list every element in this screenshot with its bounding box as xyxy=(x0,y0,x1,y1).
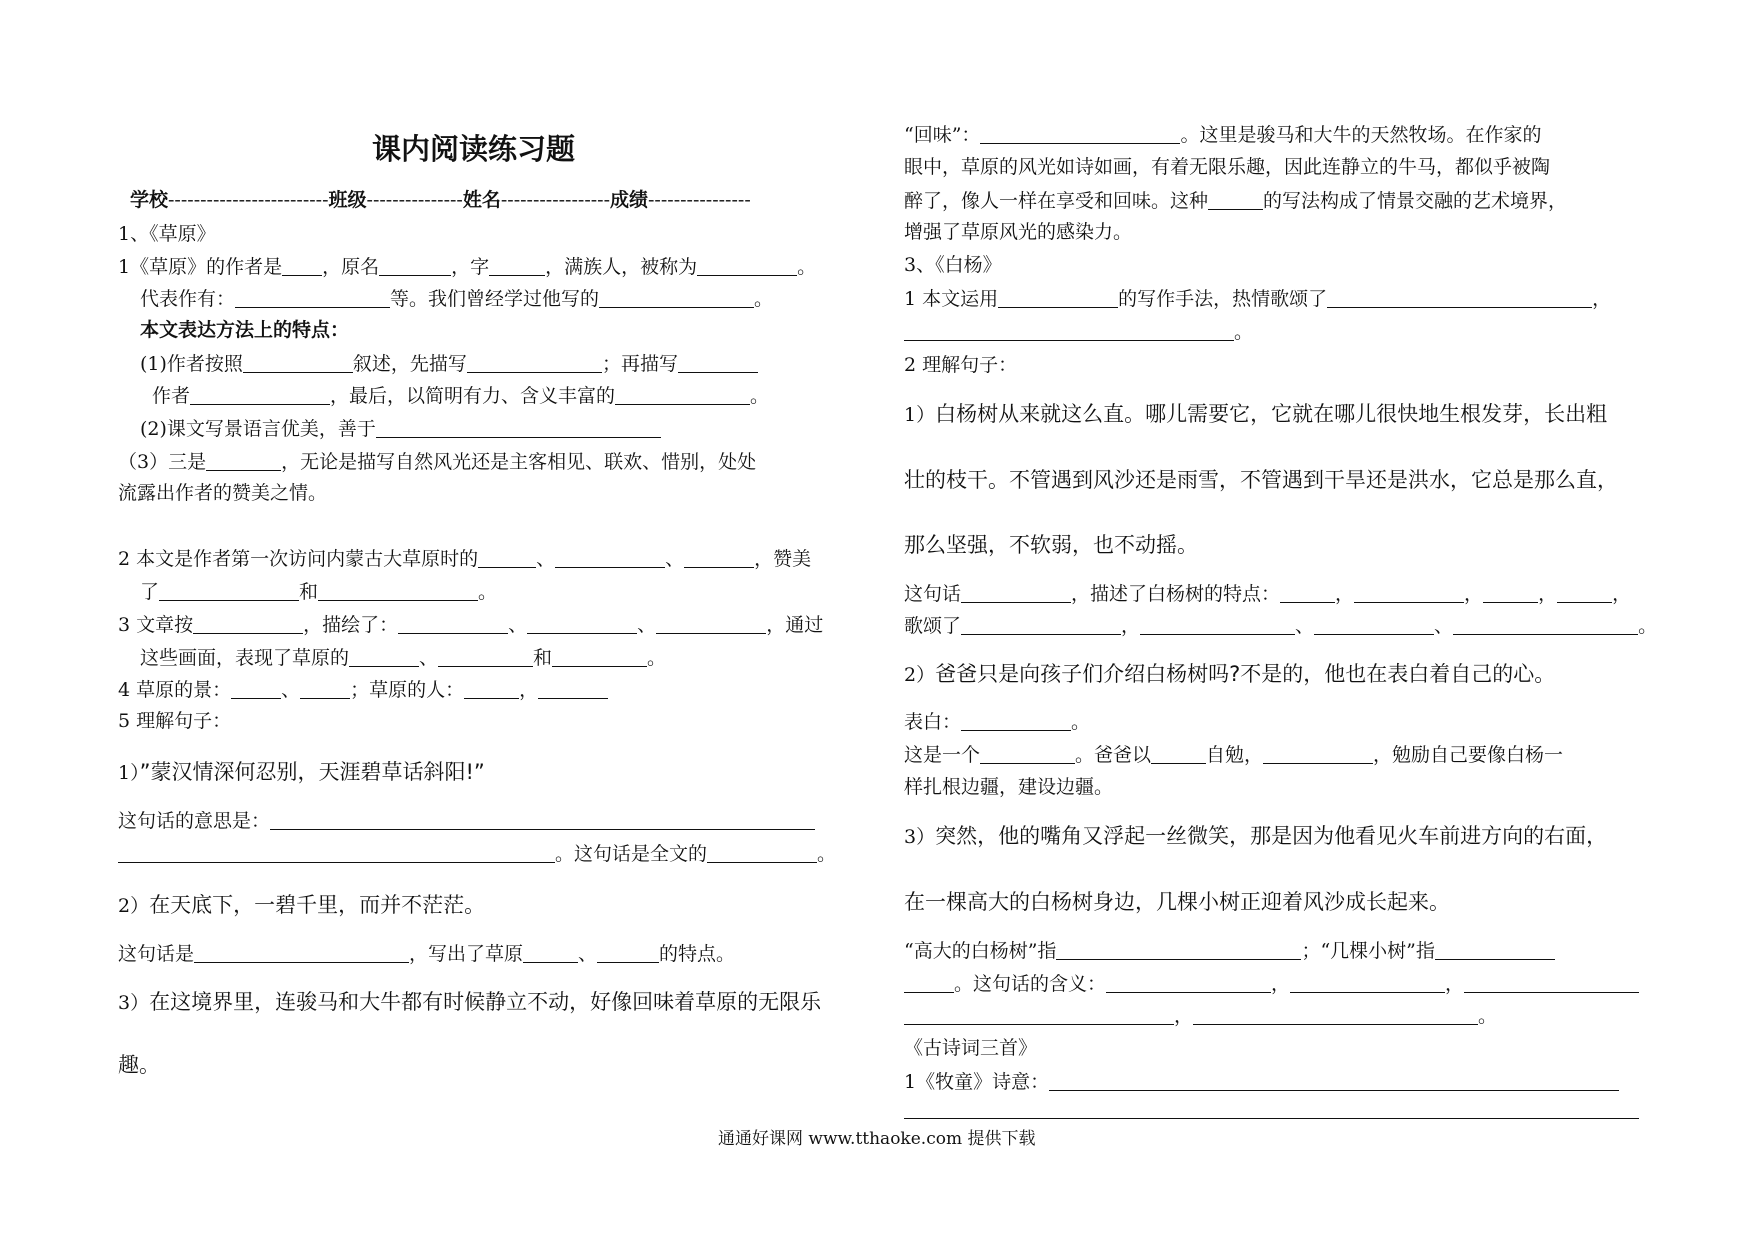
blank-s1-meaning-cont[interactable] xyxy=(118,843,555,863)
text: 的特点。 xyxy=(659,943,736,965)
text: 、 xyxy=(508,614,528,636)
text: 这是一个 xyxy=(904,744,981,766)
baiyang-s3-answer xyxy=(904,940,1555,963)
right-line-4: 增强了草原风光的感染力。 xyxy=(904,221,1133,243)
blank-q2-praise-2[interactable] xyxy=(318,581,478,601)
question-3 xyxy=(118,614,823,637)
text: 1《牧童》诗意： xyxy=(904,1071,1050,1093)
text: 3 文章按 xyxy=(118,614,194,636)
text: ，无论是描写自然风光还是主客相见、联欢、惜别，处处 xyxy=(281,451,757,473)
header-fields xyxy=(130,190,751,212)
blank-b1-method[interactable] xyxy=(998,288,1118,308)
baiyang-s2-answer xyxy=(904,711,1090,734)
text: ， xyxy=(1538,583,1558,605)
blank-q2-praise-1[interactable] xyxy=(159,581,299,601)
question-3-cont xyxy=(140,647,666,670)
text: ，字 xyxy=(451,256,490,278)
blank-bs1-praise-3[interactable] xyxy=(1314,615,1434,635)
sentence-1-answer xyxy=(118,810,815,833)
text: 、 xyxy=(1434,615,1454,637)
blank-title[interactable] xyxy=(697,256,797,276)
blank-bs3-small-trees[interactable] xyxy=(1435,940,1555,960)
text: 这些画面，表现了草原的 xyxy=(140,647,350,669)
blank-b1-praise-cont[interactable] xyxy=(904,321,1234,341)
page-title: 课内阅读练习题 xyxy=(372,132,576,166)
text: 、 xyxy=(281,679,301,701)
sentence-3-cont: 趣。 xyxy=(118,1053,160,1077)
text: 。 xyxy=(750,385,770,407)
baiyang-q1 xyxy=(904,288,1611,311)
baiyang-sentence-1-line2: 壮的枝干。不管遇到风沙还是雨雪，不管遇到干旱还是洪水，它总是那么直， xyxy=(904,468,1618,492)
text: 。 xyxy=(478,581,498,603)
blank-bs1-trait-1[interactable] xyxy=(1280,583,1335,603)
blank-bs3-meaning-1[interactable] xyxy=(1106,973,1271,993)
blank-bs3-big-tree[interactable] xyxy=(1056,940,1301,960)
blank-q3-scene-1[interactable] xyxy=(398,614,508,634)
blank-q3-order[interactable] xyxy=(193,614,303,634)
score-label: 成绩 xyxy=(610,189,649,211)
blank-b1-praise[interactable] xyxy=(1327,288,1592,308)
text: 2） xyxy=(904,664,936,686)
text: 。 xyxy=(1071,711,1091,733)
features-title: 本文表达方法上的特点： xyxy=(140,319,350,341)
blank-s2-feature-2[interactable] xyxy=(597,943,659,963)
text: 1 本文运用 xyxy=(904,288,999,310)
school-label: 学校 xyxy=(130,189,169,211)
text: “回味”： xyxy=(904,124,981,146)
text: 1《草原》的作者是 xyxy=(118,256,283,278)
feature-3 xyxy=(118,451,756,474)
text: 了 xyxy=(140,581,160,603)
blank-then-describe[interactable] xyxy=(678,353,758,373)
question-4 xyxy=(118,679,608,702)
class-label: 班级 xyxy=(328,189,367,211)
text: 。 xyxy=(647,647,667,669)
name-dashes: ----------------- xyxy=(500,189,610,211)
quote: 在这境界里，连骏马和大牛都有时候静立不动，好像回味着草原的无限乐 xyxy=(149,990,822,1014)
blank-first-describe[interactable] xyxy=(467,353,602,373)
text: 和 xyxy=(533,647,553,669)
text: 。 xyxy=(1478,1005,1498,1027)
blank-bs2-type[interactable] xyxy=(980,744,1075,764)
text: ，通过 xyxy=(766,614,824,636)
text: ，最后，以简明有力、含义丰富的 xyxy=(330,385,616,407)
blank-bs2-confess[interactable] xyxy=(961,711,1071,731)
text: 。这里是骏马和大牛的天然牧场。在作家的 xyxy=(1180,124,1542,146)
feature-1 xyxy=(140,353,758,376)
blank-bs3-cont[interactable] xyxy=(904,973,954,993)
right-line-3 xyxy=(904,190,1567,213)
blank-s2-feature-1[interactable] xyxy=(523,943,578,963)
text: 自勉， xyxy=(1206,744,1264,766)
blank-s2-type[interactable] xyxy=(194,943,409,963)
text: 、 xyxy=(419,647,439,669)
baiyang-sentence-2 xyxy=(904,662,1555,687)
text: ，写出了草原 xyxy=(409,943,524,965)
text: 、 xyxy=(1295,615,1315,637)
text: 3） xyxy=(118,992,150,1014)
text: ， xyxy=(1464,583,1484,605)
blank-author[interactable] xyxy=(282,256,322,276)
text: 这句话的意思是： xyxy=(118,810,271,832)
text: 、 xyxy=(637,614,657,636)
sentence-2-answer xyxy=(118,943,735,966)
text: ，原名 xyxy=(322,256,380,278)
blank-q2-3[interactable] xyxy=(684,548,754,568)
blank-narration-order[interactable] xyxy=(243,353,353,373)
text: 1） xyxy=(904,404,936,426)
text: (2)课文写景语言优美，善于 xyxy=(140,418,376,440)
blank-bs3-meaning-4[interactable] xyxy=(904,1005,1174,1025)
blank-poem1-meaning[interactable] xyxy=(1049,1071,1619,1091)
text: ，描绘了： xyxy=(303,614,399,636)
section-heading-baiyang: 3、《白杨》 xyxy=(904,254,1002,276)
feature-3-cont: 流露出作者的赞美之情。 xyxy=(118,482,328,504)
sentence-1 xyxy=(118,760,485,785)
blank-q4-scene-1[interactable] xyxy=(231,679,281,699)
text: 等。我们曾经学过他写的 xyxy=(390,288,600,310)
text: ， xyxy=(1612,583,1632,605)
feature-1-cont xyxy=(152,385,769,408)
text: 1） xyxy=(118,762,140,784)
text: ，满族人，被称为 xyxy=(545,256,698,278)
text: 的写法构成了情景交融的艺术境界， xyxy=(1263,190,1568,212)
school-dashes: ------------------------- xyxy=(168,189,329,211)
text: ；再描写 xyxy=(601,353,678,375)
text: 。 xyxy=(817,843,837,865)
text: 、 xyxy=(536,548,556,570)
blank-bs1-role[interactable] xyxy=(961,583,1071,603)
blank-bs1-praise-4[interactable] xyxy=(1453,615,1638,635)
blank-courtesy-name[interactable] xyxy=(489,256,545,276)
text: 和 xyxy=(299,581,319,603)
baiyang-sentence-1-line3: 那么坚强，不软弱，也不动摇。 xyxy=(904,533,1198,557)
baiyang-q1-cont xyxy=(904,321,1253,344)
text: （3）三是 xyxy=(118,451,207,473)
quote: 在天底下，一碧千里，而并不茫茫。 xyxy=(149,893,486,917)
footer-credit: 通通好课网 www.tthaoke.com 提供下载 xyxy=(718,1129,1036,1149)
blank-bs2-encourage[interactable] xyxy=(1263,744,1373,764)
right-line-2: 眼中，草原的风光如诗如画，有着无限乐趣，因此连静立的牛马，都似乎被陶 xyxy=(904,156,1551,178)
blank-works[interactable] xyxy=(235,288,390,308)
sentence-2 xyxy=(118,893,485,918)
question-2 xyxy=(118,548,811,571)
class-dashes: --------------- xyxy=(366,189,463,211)
text: 。 xyxy=(754,288,774,310)
text: 4 草原的景： xyxy=(118,679,232,701)
blank-studied-work[interactable] xyxy=(599,288,754,308)
baiyang-sentence-3 xyxy=(904,824,1607,849)
text: 。 xyxy=(797,256,817,278)
blank-q3-feature-1[interactable] xyxy=(349,647,419,667)
baiyang-s3-answer-2 xyxy=(904,973,1639,996)
blank-bs1-trait-3[interactable] xyxy=(1483,583,1538,603)
blank-q3-scene-2[interactable] xyxy=(527,614,637,634)
text: 的写作手法，热情歌颂了 xyxy=(1118,288,1328,310)
poem-q1 xyxy=(904,1071,1619,1094)
text: ；“几棵小树”指 xyxy=(1301,940,1435,962)
baiyang-s1-answer-2 xyxy=(904,615,1657,638)
blank-s1-meaning[interactable] xyxy=(270,810,815,830)
blank-ending[interactable] xyxy=(615,385,750,405)
text: (1)作者按照 xyxy=(140,353,243,375)
blank-bs1-praise-2[interactable] xyxy=(1140,615,1295,635)
blank-q3-feature-3[interactable] xyxy=(552,647,647,667)
baiyang-s3-answer-3 xyxy=(904,1005,1497,1028)
baiyang-sentence-3-line2: 在一棵高大的白杨树身边，几棵小树正迎着风沙成长起来。 xyxy=(904,890,1450,914)
blank-q2-2[interactable] xyxy=(555,548,665,568)
text: ， xyxy=(1335,583,1355,605)
text: ，描述了白杨树的特点： xyxy=(1071,583,1281,605)
text: 表白： xyxy=(904,711,962,733)
poem-heading: 《古诗词三首》 xyxy=(904,1037,1038,1059)
quote: ”蒙汉情深何忍别，天涯碧草话斜阳!” xyxy=(139,760,485,784)
text: 2） xyxy=(118,895,150,917)
text: 。 xyxy=(1638,615,1658,637)
text: 代表作有： xyxy=(140,288,236,310)
text: 这句话 xyxy=(904,583,962,605)
text: 叙述，先描写 xyxy=(352,353,467,375)
blank-q3-scene-3[interactable] xyxy=(656,614,766,634)
blank-bs1-trait-2[interactable] xyxy=(1354,583,1464,603)
text: ， xyxy=(1592,288,1612,310)
text: 、 xyxy=(578,943,598,965)
question-1-works xyxy=(140,288,773,311)
blank-bs1-praise-1[interactable] xyxy=(961,615,1121,635)
section-heading-caoyuan: 1、《草原》 xyxy=(118,223,216,245)
blank-s1-role[interactable] xyxy=(707,843,817,863)
text: ， xyxy=(1174,1005,1194,1027)
blank-bs1-trait-4[interactable] xyxy=(1557,583,1612,603)
quote: 爸爸只是向孩子们介绍白杨树吗?不是的，他也在表白着自己的心。 xyxy=(935,662,1556,686)
blank-bs3-meaning-5[interactable] xyxy=(1193,1005,1478,1025)
text: 歌颂了 xyxy=(904,615,962,637)
question-5: 5 理解句子： xyxy=(118,710,232,732)
text: 。这句话是全文的 xyxy=(555,843,708,865)
text: 醉了，像人一样在享受和回味。这种 xyxy=(904,190,1209,212)
blank-good-at[interactable] xyxy=(376,418,661,438)
blank-third-feature[interactable] xyxy=(206,451,281,471)
blank-q4-scene-2[interactable] xyxy=(300,679,350,699)
question-1 xyxy=(118,256,816,279)
baiyang-q2: 2 理解句子： xyxy=(904,354,1018,376)
baiyang-sentence-1 xyxy=(904,402,1607,427)
right-line-1 xyxy=(904,124,1541,147)
blank-bs3-meaning-3[interactable] xyxy=(1464,973,1639,993)
text: 作者 xyxy=(152,385,191,407)
sentence-3 xyxy=(118,990,821,1015)
blank-q2-1[interactable] xyxy=(478,548,536,568)
text: 。这句话的含义： xyxy=(954,973,1107,995)
text: “高大的白杨树”指 xyxy=(904,940,1057,962)
text: ， xyxy=(1121,615,1141,637)
question-2-cont xyxy=(140,581,497,604)
blank-q4-people-2[interactable] xyxy=(538,679,608,699)
feature-2 xyxy=(140,418,661,441)
baiyang-s1-answer xyxy=(904,583,1631,606)
blank-original-name[interactable] xyxy=(379,256,451,276)
text: 3） xyxy=(904,826,936,848)
quote: 突然，他的嘴角又浮起一丝微笑，那是因为他看见火车前进方向的右面， xyxy=(935,824,1608,848)
blank-technique[interactable] xyxy=(1208,190,1263,210)
baiyang-s2-answer-2 xyxy=(904,744,1563,767)
text: 。爸爸以 xyxy=(1075,744,1152,766)
blank-q4-people-1[interactable] xyxy=(464,679,519,699)
blank-bs2-self[interactable] xyxy=(1151,744,1206,764)
blank-poem1-meaning-cont[interactable] xyxy=(904,1118,1639,1119)
blank-huiwei[interactable] xyxy=(980,124,1180,144)
text: 。 xyxy=(1234,321,1254,343)
text: ，勉励自己要像白杨一 xyxy=(1373,744,1564,766)
text: ， xyxy=(519,679,539,701)
sentence-1-answer-cont xyxy=(118,843,836,866)
blank-author-action[interactable] xyxy=(190,385,330,405)
text: 、 xyxy=(665,548,685,570)
text: 2 本文是作者第一次访问内蒙古大草原时的 xyxy=(118,548,479,570)
baiyang-s2-answer-3: 样扎根边疆，建设边疆。 xyxy=(904,776,1114,798)
name-label: 姓名 xyxy=(462,189,501,211)
blank-bs3-meaning-2[interactable] xyxy=(1290,973,1445,993)
text: ， xyxy=(1445,973,1465,995)
quote: 白杨树从来就这么直。哪儿需要它，它就在哪儿很快地生根发芽，长出粗 xyxy=(935,402,1608,426)
score-dashes: ---------------- xyxy=(648,189,751,211)
text: ， xyxy=(1271,973,1291,995)
text: 这句话是 xyxy=(118,943,195,965)
text: ；草原的人： xyxy=(350,679,465,701)
blank-q3-feature-2[interactable] xyxy=(438,647,533,667)
text: ，赞美 xyxy=(754,548,812,570)
